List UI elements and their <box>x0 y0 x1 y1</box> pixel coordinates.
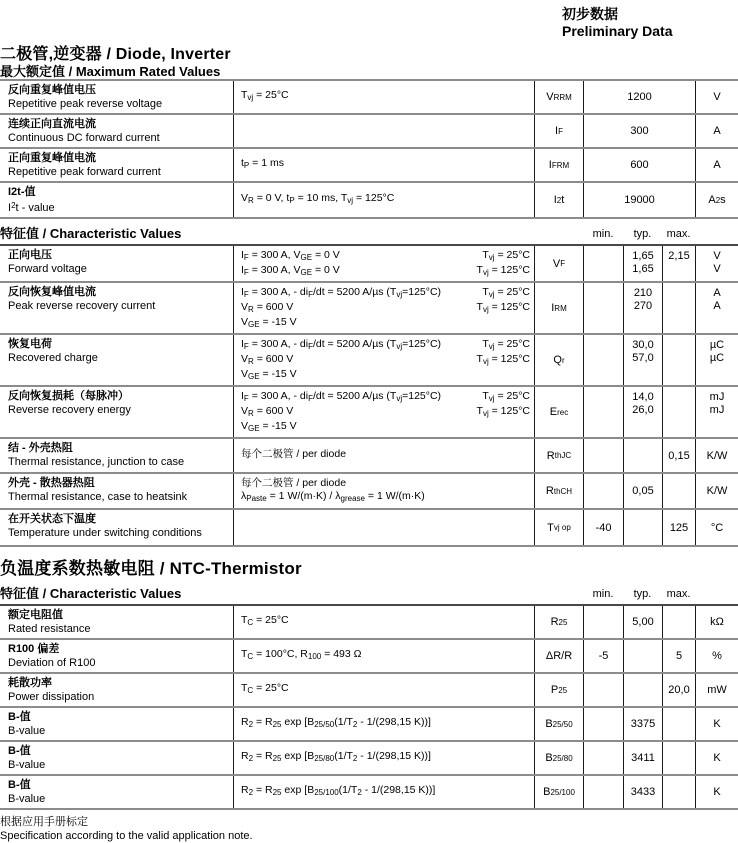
footnote <box>0 815 738 843</box>
min-cell: -5 <box>583 640 623 672</box>
characteristic-values-table <box>0 244 738 547</box>
param-name-cn: B-值 <box>8 745 31 757</box>
param-name-en: Peak reverse recovery current <box>8 300 156 312</box>
condition-text: 每个二极管 / per diode <box>241 477 347 489</box>
param-name-en: Repetitive peak reverse voltage <box>8 98 163 110</box>
param-name-en: B-value <box>8 725 46 737</box>
value: V <box>713 263 721 275</box>
unit-cell: A <box>695 149 738 181</box>
max-cell: 125 <box>662 510 695 545</box>
param-name-cn: 外壳 - 散热器热阻 <box>8 477 95 489</box>
param-name-en: $I^2t$ - value <box>8 201 55 214</box>
max-cell <box>662 474 695 508</box>
param-name-en: Temperature under switching conditions <box>8 527 202 539</box>
typ-cell <box>623 335 662 385</box>
param-name-cn: 正向重复峰值电流 <box>8 152 96 164</box>
value: 2,15 <box>668 250 690 262</box>
conditions-cell <box>233 640 534 672</box>
ntc-characteristic-values-header <box>0 586 738 604</box>
parameter-cell <box>0 246 233 281</box>
condition-text: $V_{GE} = -15$ V <box>241 316 297 329</box>
table-row <box>0 183 738 219</box>
param-name-en: Power dissipation <box>8 691 95 703</box>
symbol-cell: R thJC <box>534 439 583 472</box>
param-name-en: Recovered charge <box>8 352 98 364</box>
parameter-cell <box>0 674 233 706</box>
col-header-max: max. <box>666 588 691 600</box>
table-row <box>0 115 738 149</box>
unit-cell: kΩ <box>695 606 738 638</box>
symbol-cell: V RRM <box>534 81 583 113</box>
value-cell: 19000 <box>583 183 695 217</box>
condition-text: $I_F = 300$ A, - $di_F/dt = 5200$ A/µs $(T_{vj}=125^\circ C)$ <box>241 390 442 403</box>
param-name-cn: 正向电压 <box>8 249 52 261</box>
param-name-cn: I2t-值 <box>8 186 36 198</box>
max-cell <box>662 283 695 333</box>
conditions-cell <box>233 246 534 281</box>
symbol-cell: R 25 <box>534 606 583 638</box>
col-header-min: min. <box>592 228 614 240</box>
col-header-max: max. <box>666 228 691 240</box>
conditions-cell <box>233 708 534 740</box>
symbol-cell: B 25/50 <box>534 708 583 740</box>
footnote-en: Specification according to the valid application note. <box>0 830 253 842</box>
unit-cell: mW <box>695 674 738 706</box>
condition-text: $R_2 = R_{25}$ $\exp [B_{25/100}(1/T_2 - 1/(298,15$ K))] <box>241 783 436 797</box>
table-row <box>0 387 738 439</box>
condition-temp: $T_{vj} = 125^\circ C$ <box>476 405 530 418</box>
param-name-en: Reverse recovery energy <box>8 404 131 416</box>
conditions-cell <box>233 606 534 638</box>
col-header-min: min. <box>592 588 614 600</box>
table-row <box>0 149 738 183</box>
condition-temp: $T_{vj} = 125^\circ C$ <box>476 301 530 314</box>
table-row <box>0 606 738 640</box>
symbol-cell: R thCH <box>534 474 583 508</box>
param-name-en: Thermal resistance, case to heatsink <box>8 491 188 503</box>
param-name-cn: 反向恢复损耗（每脉冲） <box>8 390 129 402</box>
parameter-cell <box>0 183 233 217</box>
param-name-cn: 连续正向直流电流 <box>8 118 96 130</box>
condition-temp: $T_{vj} = 25^\circ C$ <box>482 390 530 403</box>
unit-cell: K <box>695 776 738 808</box>
param-name-cn: B-值 <box>8 779 31 791</box>
value: 1,65 <box>632 263 654 275</box>
param-name-en: Repetitive peak forward current <box>8 166 161 178</box>
table-row <box>0 335 738 387</box>
table-row <box>0 283 738 335</box>
condition-text: $T_C = 25^\circ C$ <box>241 613 289 627</box>
condition-temp: $T_{vj} = 25^\circ C$ <box>482 249 530 262</box>
preliminary-data-label <box>562 6 673 40</box>
characteristic-values-header <box>0 226 738 244</box>
symbol-cell: I FRM <box>534 149 583 181</box>
conditions-cell <box>233 149 534 181</box>
condition-text: $R_2 = R_{25}$ $\exp [B_{25/80}(1/T_2 - 1/(298,15$ K))] <box>241 749 431 763</box>
value: 1,65 <box>632 250 654 262</box>
value: µC <box>709 339 725 351</box>
max-cell <box>662 606 695 638</box>
table-row <box>0 776 738 810</box>
param-name-cn: 在开关状态下温度 <box>8 513 96 525</box>
max-cell <box>662 742 695 774</box>
unit-cell: K <box>695 742 738 774</box>
value: 210 <box>633 287 653 299</box>
conditions-cell <box>233 81 534 113</box>
typ-cell: 3375 <box>623 708 662 740</box>
typ-cell <box>623 439 662 472</box>
conditions-cell <box>233 283 534 333</box>
table-row <box>0 510 738 547</box>
value: A <box>713 300 721 312</box>
table-row <box>0 674 738 708</box>
min-cell: -40 <box>583 510 623 545</box>
unit-cell: K <box>695 708 738 740</box>
unit-cell: °C <box>695 510 738 545</box>
condition-temp: $T_{vj} = 25^\circ C$ <box>482 338 530 351</box>
param-name-cn: 额定电阻值 <box>8 609 63 621</box>
conditions-cell <box>233 439 534 472</box>
table-row <box>0 708 738 742</box>
conditions-cell <box>233 115 534 147</box>
parameter-cell <box>0 335 233 385</box>
parameter-cell <box>0 640 233 672</box>
param-name-cn: B-值 <box>8 711 31 723</box>
param-name-cn: 结 - 外壳热阻 <box>8 442 73 454</box>
max-rated-values-heading: 最大额定值 / Maximum Rated Values <box>0 64 221 79</box>
condition-text: $\lambda_{Paste} = 1$ $W/(m\cdot K) / \lambda_{grease} = 1$ W/(m·K) <box>241 490 425 503</box>
parameter-cell <box>0 115 233 147</box>
table-row <box>0 640 738 674</box>
min-cell <box>583 246 623 281</box>
table-row <box>0 81 738 115</box>
condition-text: $V_R = 0$ V, $t_P = 10$ ms, $T_{vj} = 125^\circ C$ <box>241 191 395 205</box>
min-cell <box>583 708 623 740</box>
param-name-en: B-value <box>8 793 46 805</box>
condition-text: $V_R = 600$ V <box>241 405 294 418</box>
condition-temp: $T_{vj} = 125^\circ C$ <box>476 264 530 277</box>
param-name-cn: 耗散功率 <box>8 677 52 689</box>
min-cell <box>583 474 623 508</box>
typ-cell <box>623 246 662 281</box>
max-cell: 20,0 <box>662 674 695 706</box>
parameter-cell <box>0 81 233 113</box>
preliminary-data-en: Preliminary Data <box>562 23 673 39</box>
section-title-ntc-thermistor: 负温度系数热敏电阻 / NTC-Thermistor <box>0 559 302 578</box>
typ-cell <box>623 674 662 706</box>
value: 26,0 <box>632 404 654 416</box>
min-cell <box>583 674 623 706</box>
conditions-cell <box>233 776 534 808</box>
parameter-cell <box>0 283 233 333</box>
condition-text: $I_F = 300$ A, - $di_F/dt = 5200$ A/µs $(T_{vj}=125^\circ C)$ <box>241 338 442 351</box>
symbol-cell: V F <box>534 246 583 281</box>
condition-text: $V_{GE} = -15$ V <box>241 420 297 433</box>
min-cell <box>583 606 623 638</box>
min-cell <box>583 335 623 385</box>
parameter-cell <box>0 149 233 181</box>
parameter-cell <box>0 742 233 774</box>
parameter-cell <box>0 606 233 638</box>
value: 57,0 <box>632 352 654 364</box>
max-cell: 5 <box>662 640 695 672</box>
param-name-cn: 恢复电荷 <box>8 338 52 350</box>
max-cell <box>662 335 695 385</box>
conditions-cell <box>233 674 534 706</box>
min-cell <box>583 742 623 774</box>
conditions-cell <box>233 742 534 774</box>
conditions-cell <box>233 183 534 217</box>
unit-cell <box>695 283 738 333</box>
table-row <box>0 246 738 283</box>
max-rated-values-table <box>0 79 738 219</box>
typ-cell: 0,05 <box>623 474 662 508</box>
ntc-characteristic-values-heading: 特征值 / Characteristic Values <box>0 586 182 601</box>
preliminary-data-cn: 初步数据 <box>562 6 618 22</box>
parameter-cell <box>0 776 233 808</box>
table-row <box>0 439 738 474</box>
param-name-en: Thermal resistance, junction to case <box>8 456 185 468</box>
max-cell <box>662 387 695 437</box>
unit-cell: % <box>695 640 738 672</box>
value: 30,0 <box>632 339 654 351</box>
min-cell <box>583 387 623 437</box>
max-cell <box>662 708 695 740</box>
unit-cell <box>695 387 738 437</box>
condition-text: $t_P = 1$ ms <box>241 156 284 170</box>
parameter-cell <box>0 439 233 472</box>
unit-cell: A <box>695 115 738 147</box>
param-name-en: Deviation of R100 <box>8 657 96 669</box>
min-cell <box>583 283 623 333</box>
symbol-cell: B 25/100 <box>534 776 583 808</box>
typ-cell: 5,00 <box>623 606 662 638</box>
col-header-typ: typ. <box>633 228 652 240</box>
value-cell: 1200 <box>583 81 695 113</box>
typ-cell <box>623 510 662 545</box>
param-name-cn: R100 偏差 <box>8 643 60 655</box>
table-row <box>0 742 738 776</box>
symbol-cell: E rec <box>534 387 583 437</box>
value: mJ <box>709 391 725 403</box>
condition-text: $T_C = 100^\circ C$, $R_{100} = 493$ Ω <box>241 647 362 661</box>
unit-cell: V <box>695 81 738 113</box>
max-cell <box>662 246 695 281</box>
condition-text: $T_C = 25^\circ C$ <box>241 681 289 695</box>
conditions-cell <box>233 335 534 385</box>
condition-temp: $T_{vj} = 125^\circ C$ <box>476 353 530 366</box>
table-row <box>0 474 738 510</box>
symbol-cell: Q r <box>534 335 583 385</box>
param-name-en: B-value <box>8 759 46 771</box>
conditions-cell <box>233 510 534 545</box>
typ-cell <box>623 387 662 437</box>
max-cell: 0,15 <box>662 439 695 472</box>
value-cell: 300 <box>583 115 695 147</box>
condition-text: $T_{vj} = 25^\circ C$ <box>241 88 289 102</box>
unit-cell <box>695 335 738 385</box>
symbol-cell: I F <box>534 115 583 147</box>
unit-cell: A 2 s <box>695 183 738 217</box>
value-cell: 600 <box>583 149 695 181</box>
parameter-cell <box>0 510 233 545</box>
symbol-cell: P 25 <box>534 674 583 706</box>
param-name-cn: 反向恢复峰值电流 <box>8 286 96 298</box>
characteristic-values-heading: 特征值 / Characteristic Values <box>0 226 182 241</box>
param-name-cn: 反向重复峰值电压 <box>8 84 96 96</box>
typ-cell: 3411 <box>623 742 662 774</box>
value: µC <box>709 352 725 364</box>
condition-text: $I_F = 300$ A, $V_{GE} = 0$ V <box>241 249 340 262</box>
value: 14,0 <box>632 391 654 403</box>
value: 270 <box>633 300 653 312</box>
footnote-cn: 根据应用手册标定 <box>0 816 88 828</box>
condition-text: 每个二极管 / per diode <box>241 448 347 460</box>
value: A <box>713 287 721 299</box>
condition-text: $R_2 = R_{25}$ $\exp [B_{25/50}(1/T_2 - 1/(298,15$ K))] <box>241 715 431 729</box>
typ-cell: 3433 <box>623 776 662 808</box>
condition-text: $V_R = 600$ V <box>241 353 294 366</box>
condition-text: $I_F = 300$ A, $V_{GE} = 0$ V <box>241 264 340 277</box>
conditions-cell <box>233 387 534 437</box>
parameter-cell <box>0 474 233 508</box>
max-cell <box>662 776 695 808</box>
value: V <box>713 250 721 262</box>
value: mJ <box>709 404 725 416</box>
symbol-cell: B 25/80 <box>534 742 583 774</box>
col-header-typ: typ. <box>633 588 652 600</box>
unit-cell: K/W <box>695 439 738 472</box>
symbol-cell: I RM <box>534 283 583 333</box>
typ-cell <box>623 283 662 333</box>
min-cell <box>583 439 623 472</box>
parameter-cell <box>0 708 233 740</box>
typ-cell <box>623 640 662 672</box>
symbol-cell: T vj op <box>534 510 583 545</box>
param-name-en: Continuous DC forward current <box>8 132 160 144</box>
symbol-cell: ΔR/R <box>534 640 583 672</box>
condition-text: $I_F = 300$ A, - $di_F/dt = 5200$ A/µs $(T_{vj}=125^\circ C)$ <box>241 286 442 299</box>
unit-cell <box>695 246 738 281</box>
condition-temp: $T_{vj} = 25^\circ C$ <box>482 286 530 299</box>
conditions-cell <box>233 474 534 508</box>
section-title-diode-inverter: 二极管,逆变器 / Diode, Inverter <box>0 46 231 63</box>
symbol-cell: I 2 t <box>534 183 583 217</box>
condition-text: $V_{GE} = -15$ V <box>241 368 297 381</box>
unit-cell: K/W <box>695 474 738 508</box>
param-name-en: Rated resistance <box>8 623 91 635</box>
condition-text: $V_R = 600$ V <box>241 301 294 314</box>
ntc-characteristic-values-table <box>0 604 738 810</box>
min-cell <box>583 776 623 808</box>
parameter-cell <box>0 387 233 437</box>
param-name-en: Forward voltage <box>8 263 87 275</box>
